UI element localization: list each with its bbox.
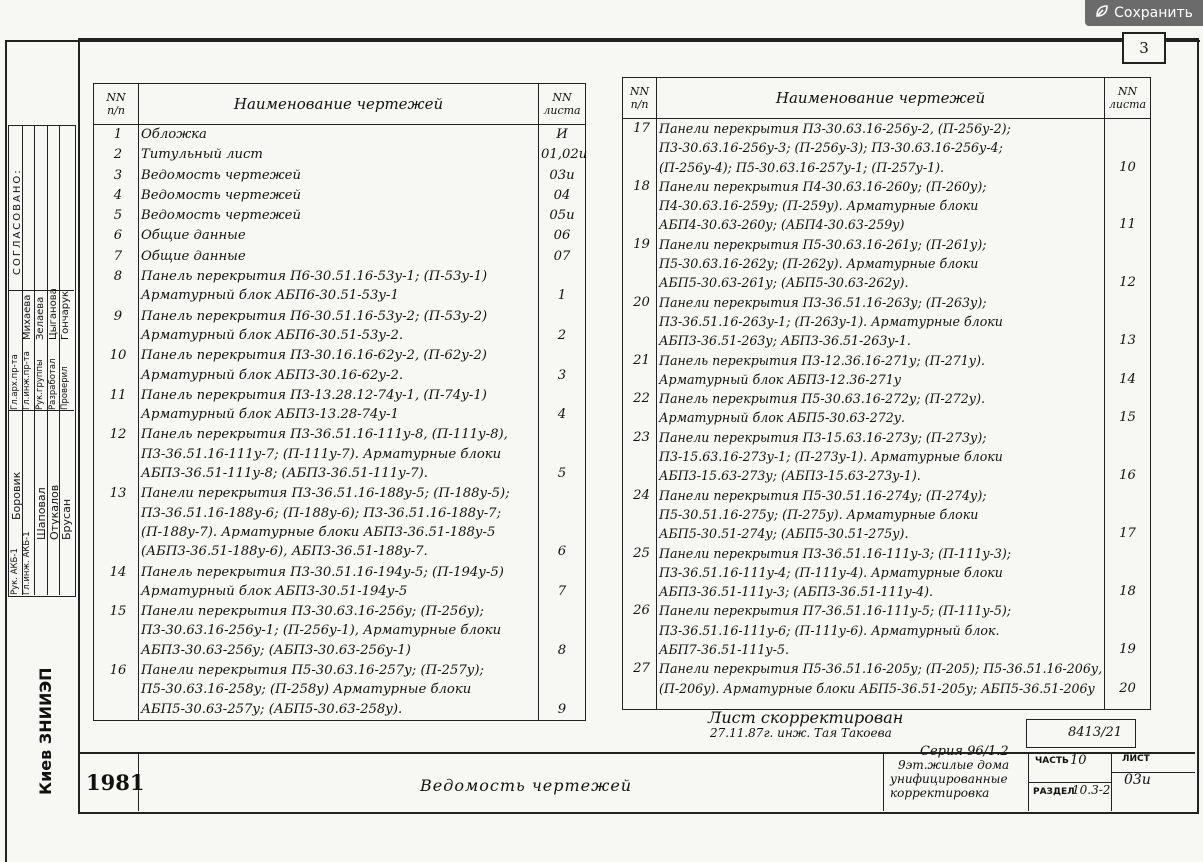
row-1-line: Обложка bbox=[141, 127, 207, 142]
row-20-number bbox=[629, 331, 654, 350]
row-5-line: Ведомость чертежей bbox=[141, 208, 301, 224]
row-17-line: Панели перекрытия П3-30.63.16-256у-2, (П-256у-2); bbox=[659, 121, 1011, 136]
organization: Киев ЗНИИЭП bbox=[36, 667, 55, 795]
row-13-sheet bbox=[541, 504, 583, 523]
row-18-number bbox=[629, 196, 654, 215]
row-27-sheet bbox=[1107, 659, 1148, 678]
sheet-title: Ведомость чертежей bbox=[420, 776, 633, 795]
row-8-number: 8 bbox=[113, 269, 123, 285]
row-11-number: 11 bbox=[109, 387, 127, 403]
row-13-sheet: 6 bbox=[557, 544, 567, 560]
row-26-number: 26 bbox=[633, 603, 650, 619]
row-12-number bbox=[100, 445, 136, 464]
row-13-sheet bbox=[541, 523, 583, 542]
year: 1981 bbox=[86, 770, 145, 795]
row-23-sheet: 16 bbox=[1119, 468, 1136, 484]
row-11-line: Панель перекрытия П3-13.28.12-74у-1, (П-74у-1) bbox=[141, 387, 487, 403]
row-24-line: АБП5-30.51-274у; (АБП5-30.51-275у). bbox=[659, 526, 909, 542]
row-12-line: П3-36.51.16-111у-7; (П-111у-7). Арматурные блоки bbox=[141, 446, 502, 462]
row-19-sheet: 12 bbox=[1119, 275, 1136, 291]
row-10-line: Панель перекрытия П3-30.16.16-62у-2, (П-62у-2) bbox=[141, 348, 487, 364]
row-20-sheet: 13 bbox=[1119, 333, 1136, 349]
row-21-line: Панель перекрытия П3-12.36.16-271у; (П-271у). bbox=[659, 352, 986, 368]
role-7: Проверил bbox=[60, 366, 70, 410]
row-23-number: 23 bbox=[633, 429, 650, 445]
row-19-line: П5-30.63.16-262у; (П-262у). Арматурные блоки bbox=[659, 256, 979, 272]
row-19-line: Панели перекрытия П5-30.63.16-261у; (П-261у); bbox=[659, 236, 987, 252]
row-17-number bbox=[629, 158, 654, 177]
row-3-line: Ведомость чертежей bbox=[141, 167, 301, 183]
row-22-line: Панель перекрытия П5-30.63.16-272у; (П-272у). bbox=[659, 391, 986, 407]
row-4-number: 4 bbox=[113, 187, 123, 203]
row-23-number bbox=[629, 466, 654, 485]
row-18-line: П4-30.63.16-259у; (П-259у). Арматурные блоки bbox=[659, 198, 979, 214]
role-4: Гл.инж.пр-та bbox=[22, 351, 32, 410]
row-13-number bbox=[100, 542, 136, 561]
row-26-sheet bbox=[1107, 621, 1148, 640]
row-20-number bbox=[629, 312, 654, 331]
row-17-sheet: 10 bbox=[1119, 159, 1136, 175]
row-10-number: 10 bbox=[109, 348, 127, 364]
row-20-number: 20 bbox=[633, 294, 650, 310]
row-14-line: Панель перекрытия П3-30.51.16-194у-5; (П-194у-5) bbox=[141, 564, 504, 580]
row-26-sheet bbox=[1107, 601, 1148, 620]
row-16-sheet bbox=[541, 680, 583, 699]
role-1: Рук. АКБ-1 bbox=[10, 548, 20, 595]
row-20-sheet bbox=[1107, 293, 1148, 312]
row-5-number: 5 bbox=[113, 208, 123, 224]
row-9-line: Арматурный блок АБП6-30.51-53у-2. bbox=[141, 327, 404, 343]
row-16-number bbox=[100, 680, 136, 699]
row-23-sheet bbox=[1107, 428, 1148, 447]
row-20-line: Панели перекрытия П3-36.51.16-263у; (П-263у); bbox=[659, 294, 987, 310]
row-25-sheet bbox=[1107, 544, 1148, 563]
row-2-number: 2 bbox=[113, 147, 123, 163]
role-3: Гл.арх.пр-та bbox=[10, 354, 20, 410]
row-19-line: АБП5-30.63-261у; (АБП5-30.63-262у). bbox=[659, 275, 909, 291]
row-19-number: 19 bbox=[633, 236, 650, 252]
column-sheet bbox=[1105, 119, 1151, 710]
row-10-line: Арматурный блок АБП3-30.16-62у-2. bbox=[141, 367, 404, 383]
sheet-number: 3 bbox=[1122, 32, 1166, 64]
row-13-sheet bbox=[541, 484, 583, 503]
row-4-line: Ведомость чертежей bbox=[141, 187, 301, 203]
row-9-line: Панель перекрытия П6-30.51.16-53у-2; (П-53у-2) bbox=[141, 308, 488, 324]
row-26-sheet: 19 bbox=[1119, 642, 1136, 658]
row-11-number bbox=[100, 405, 136, 424]
row-24-line: Панели перекрытия П5-30.51.16-274у; (П-274у); bbox=[659, 487, 987, 503]
name-8: Гончарук bbox=[60, 290, 71, 340]
row-8-number bbox=[100, 286, 136, 305]
row-8-sheet: 1 bbox=[557, 288, 567, 304]
row-24-number: 24 bbox=[633, 487, 650, 503]
row-8-sheet bbox=[541, 267, 583, 286]
row-9-sheet: 2 bbox=[557, 327, 567, 343]
row-11-sheet: 4 bbox=[557, 407, 567, 423]
role-6: Разработал bbox=[48, 358, 58, 410]
section-value: 10.3-2 bbox=[1072, 783, 1111, 797]
row-16-number bbox=[100, 700, 136, 719]
column-name bbox=[657, 119, 1105, 710]
row-14-number: 14 bbox=[109, 564, 127, 580]
row-10-number bbox=[100, 366, 136, 385]
name-7: Цыганова bbox=[48, 288, 59, 340]
row-7-line: Общие данные bbox=[141, 248, 246, 264]
header-sheets: NN листа bbox=[539, 84, 586, 125]
row-18-sheet bbox=[1107, 196, 1148, 215]
row-23-line: П3-15.63.16-273у-1; (П-273у-1). Арматурные блоки bbox=[659, 449, 1003, 465]
row-25-line: П3-36.51.16-111у-4; (П-111у-4). Арматурные блоки bbox=[659, 564, 1003, 580]
row-19-sheet bbox=[1107, 235, 1148, 254]
row-19-sheet bbox=[1107, 254, 1148, 273]
approval-stamp bbox=[8, 125, 76, 815]
row-17-sheet bbox=[1107, 119, 1148, 138]
row-24-sheet bbox=[1107, 505, 1148, 524]
row-12-sheet bbox=[541, 445, 583, 464]
row-14-sheet bbox=[541, 563, 583, 582]
sheet-value: 03и bbox=[1124, 772, 1151, 788]
row-14-line: Арматурный блок АБП3-30.51-194у-5 bbox=[141, 583, 408, 599]
save-label: Сохранить bbox=[1114, 5, 1193, 21]
row-12-number bbox=[100, 464, 136, 483]
row-18-sheet bbox=[1107, 177, 1148, 196]
row-25-sheet bbox=[1107, 563, 1148, 582]
correction-note-line1: Лист скорректирован bbox=[708, 708, 904, 727]
row-22-number bbox=[629, 408, 654, 427]
row-27-number bbox=[629, 679, 654, 698]
row-25-sheet: 18 bbox=[1119, 584, 1136, 600]
row-15-number: 15 bbox=[109, 604, 127, 620]
row-17-line: П3-30.63.16-256у-3; (П-256у-3); П3-30.63.16-256у-4; bbox=[659, 140, 1003, 156]
row-18-number: 18 bbox=[633, 178, 650, 194]
desc-1: 9эт.жилые дома bbox=[898, 758, 1010, 772]
row-13-number bbox=[100, 523, 136, 542]
row-21-number bbox=[629, 370, 654, 389]
save-button[interactable] bbox=[1085, 0, 1203, 26]
row-21-sheet bbox=[1107, 351, 1148, 370]
row-26-line: П3-36.51.16-111у-6; (П-111у-6). Арматурный блок. bbox=[659, 622, 1000, 638]
row-26-line: Панели перекрытия П7-36.51.16-111у-5; (П-111у-5); bbox=[659, 603, 1012, 619]
column-sheet bbox=[539, 125, 586, 721]
row-6-line: Общие данные bbox=[141, 228, 246, 244]
row-17-line: (П-256у-4); П5-30.63.16-257у-1; (П-257у-1). bbox=[659, 159, 945, 175]
row-15-line: П3-30.63.16-256у-1; (П-256у-1), Арматурные блоки bbox=[141, 623, 502, 639]
row-12-sheet bbox=[541, 425, 583, 444]
row-8-line: Арматурный блок АБП6-30.51-53у-1 bbox=[141, 288, 399, 304]
row-13-number bbox=[100, 504, 136, 523]
row-15-line: Панели перекрытия П3-30.63.16-256у; (П-256у); bbox=[141, 604, 484, 620]
row-27-line: Панели перекрытия П5-36.51.16-205у; (П-205); П5-36.51.16-206у, bbox=[659, 661, 1103, 677]
row-23-line: АБП3-15.63-273у; (АБП3-15.63-273у-1). bbox=[659, 468, 921, 484]
row-1-number: 1 bbox=[113, 127, 123, 142]
row-22-sheet bbox=[1107, 389, 1148, 408]
row-19-number bbox=[629, 273, 654, 292]
row-11-line: Арматурный блок АБП3-13.28-74у-1 bbox=[141, 407, 399, 423]
header-name: Наименование чертежей bbox=[657, 78, 1105, 119]
row-22-line: Арматурный блок АБП5-30.63-272у. bbox=[659, 410, 906, 426]
row-21-number: 21 bbox=[633, 352, 650, 368]
row-10-sheet bbox=[541, 346, 583, 365]
row-19-number bbox=[629, 254, 654, 273]
header-name: Наименование чертежей bbox=[139, 84, 539, 125]
drawings-list-left bbox=[93, 83, 586, 721]
row-16-line: П5-30.63.16-258у; (П-258у) Арматурные блоки bbox=[141, 682, 472, 698]
row-13-line: (П-188у-7). Арматурные блоки АБП3-36.51-188у-5 bbox=[141, 524, 496, 540]
row-24-line: П5-30.51.16-275у; (П-275у). Арматурные блоки bbox=[659, 506, 979, 522]
row-22-sheet: 15 bbox=[1119, 410, 1136, 426]
header-nn: NN п/п bbox=[623, 78, 657, 119]
row-11-sheet bbox=[541, 386, 583, 405]
row-25-line: АБП3-36.51-111у-3; (АБП3-36.51-111у-4). bbox=[659, 584, 934, 600]
row-12-sheet: 5 bbox=[557, 466, 567, 482]
name-1: Боровик bbox=[10, 471, 23, 520]
row-8-line: Панель перекрытия П6-30.51.16-53у-1; (П-53у-1) bbox=[141, 269, 488, 285]
row-25-number: 25 bbox=[633, 545, 650, 561]
row-1-sheet: И bbox=[556, 127, 568, 142]
row-15-line: АБП3-30.63-256у; (АБП3-30.63-256у-1) bbox=[141, 642, 411, 658]
row-23-sheet bbox=[1107, 447, 1148, 466]
row-24-number bbox=[629, 505, 654, 524]
row-18-line: АБП4-30.63-260у; (АБП4-30.63-259у) bbox=[659, 217, 905, 233]
row-5-sheet: 05и bbox=[549, 208, 575, 224]
row-16-number: 16 bbox=[109, 663, 127, 679]
row-12-line: АБП3-36.51-111у-8; (АБП3-36.51-111у-7). bbox=[141, 466, 428, 482]
row-17-sheet bbox=[1107, 138, 1148, 157]
row-7-sheet: 07 bbox=[553, 248, 571, 264]
row-16-sheet bbox=[541, 661, 583, 680]
row-12-number: 12 bbox=[109, 427, 127, 443]
row-20-line: АБП3-36.51-263у; АБП3-36.51-263у-1. bbox=[659, 333, 911, 349]
title-block bbox=[78, 752, 1195, 811]
row-2-line: Титульный лист bbox=[141, 147, 263, 163]
sheet-label: ЛИСТ bbox=[1122, 754, 1150, 764]
row-9-number bbox=[100, 326, 136, 345]
row-15-sheet bbox=[541, 602, 583, 621]
row-16-sheet: 9 bbox=[557, 701, 567, 717]
part-value: 10 bbox=[1070, 753, 1087, 768]
doc-code: 8413/21 bbox=[1068, 725, 1123, 740]
row-23-line: Панели перекрытия П3-15.63.16-273у; (П-273у); bbox=[659, 429, 987, 445]
role-5: Рук.группы bbox=[35, 359, 45, 410]
row-26-line: АБП7-36.51-111у-5. bbox=[659, 642, 789, 658]
row-4-sheet: 04 bbox=[553, 187, 571, 203]
row-17-number bbox=[629, 138, 654, 157]
row-15-number bbox=[100, 621, 136, 640]
row-26-number bbox=[629, 621, 654, 640]
row-17-number: 17 bbox=[633, 121, 650, 136]
row-9-sheet bbox=[541, 307, 583, 326]
row-7-number: 7 bbox=[113, 248, 123, 264]
row-15-sheet: 8 bbox=[557, 642, 567, 658]
row-13-number: 13 bbox=[109, 486, 127, 502]
part-label: ЧАСТЬ bbox=[1035, 756, 1069, 766]
row-14-sheet: 7 bbox=[557, 583, 567, 599]
row-25-number bbox=[629, 582, 654, 601]
row-25-line: Панели перекрытия П3-36.51.16-111у-3; (П-111у-3); bbox=[659, 545, 1012, 561]
row-3-number: 3 bbox=[113, 167, 123, 183]
row-27-line: (П-206у). Арматурные блоки АБП5-36.51-205у; АБП5-36.51-206у bbox=[659, 680, 1095, 696]
row-2-sheet: 01,02и bbox=[541, 147, 588, 163]
row-24-number bbox=[629, 524, 654, 543]
row-18-sheet: 11 bbox=[1119, 217, 1136, 233]
row-13-line: Панели перекрытия П3-36.51.16-188у-5; (П-188у-5); bbox=[141, 486, 510, 502]
row-24-sheet: 17 bbox=[1119, 526, 1136, 542]
name-2: Шаповал bbox=[35, 487, 48, 540]
column-name bbox=[139, 125, 539, 721]
row-20-line: П3-36.51.16-263у-1; (П-263у-1). Арматурные блоки bbox=[659, 313, 1003, 329]
correction-note-line2: 27.11.87г. инж. Тая Такоева bbox=[710, 726, 892, 740]
row-3-sheet: 03и bbox=[549, 167, 575, 183]
agreed-label: СОГЛАСОВАНО: bbox=[12, 168, 23, 275]
row-16-line: Панели перекрытия П5-30.63.16-257у; (П-257у); bbox=[141, 663, 484, 679]
row-14-number bbox=[100, 582, 136, 601]
row-15-number bbox=[100, 641, 136, 660]
row-22-number: 22 bbox=[633, 391, 650, 407]
row-27-sheet: 20 bbox=[1119, 680, 1136, 696]
name-4: Брусан bbox=[60, 498, 73, 540]
row-23-number bbox=[629, 447, 654, 466]
row-21-sheet: 14 bbox=[1119, 371, 1136, 387]
name-5: Михаева bbox=[22, 294, 33, 340]
role-2: Гл.инж. АКБ-1 bbox=[22, 531, 32, 595]
row-13-line: (АБП3-36.51-188у-6), АБП3-36.51-188у-7. bbox=[141, 544, 428, 560]
name-6: Зелаева bbox=[35, 296, 46, 340]
row-15-sheet bbox=[541, 621, 583, 640]
column-nn bbox=[94, 125, 139, 721]
row-16-line: АБП5-30.63-257у; (АБП5-30.63-258у). bbox=[141, 701, 403, 717]
row-9-number: 9 bbox=[113, 308, 123, 324]
row-13-line: П3-36.51.16-188у-6; (П-188у-6); П3-36.51.16-188у-7; bbox=[141, 505, 502, 521]
header-nn: NN п/п bbox=[94, 84, 139, 125]
row-21-line: Арматурный блок АБП3-12.36-271у bbox=[659, 371, 902, 387]
series: Серия 96/1.2 bbox=[920, 744, 1009, 759]
row-18-number bbox=[629, 215, 654, 234]
section-label: РАЗДЕЛ bbox=[1033, 787, 1075, 797]
row-25-number bbox=[629, 563, 654, 582]
row-6-sheet: 06 bbox=[553, 228, 571, 244]
row-24-sheet bbox=[1107, 486, 1148, 505]
drawings-list-right bbox=[622, 77, 1151, 710]
header-sheets: NN листа bbox=[1105, 78, 1151, 119]
row-27-number: 27 bbox=[633, 661, 650, 677]
row-12-line: Панель перекрытия П3-36.51.16-111у-8, (П-111у-8), bbox=[141, 427, 508, 443]
row-10-sheet: 3 bbox=[557, 367, 567, 383]
row-6-number: 6 bbox=[113, 228, 123, 244]
leaf-icon bbox=[1095, 4, 1109, 22]
row-18-line: Панели перекрытия П4-30.63.16-260у; (П-260у); bbox=[659, 178, 987, 194]
row-26-number bbox=[629, 640, 654, 659]
desc-3: корректировка bbox=[890, 786, 990, 800]
row-20-sheet bbox=[1107, 312, 1148, 331]
column-nn bbox=[623, 119, 657, 710]
name-3: Отукалов bbox=[48, 484, 61, 540]
desc-2: унифицированные bbox=[890, 772, 1008, 786]
